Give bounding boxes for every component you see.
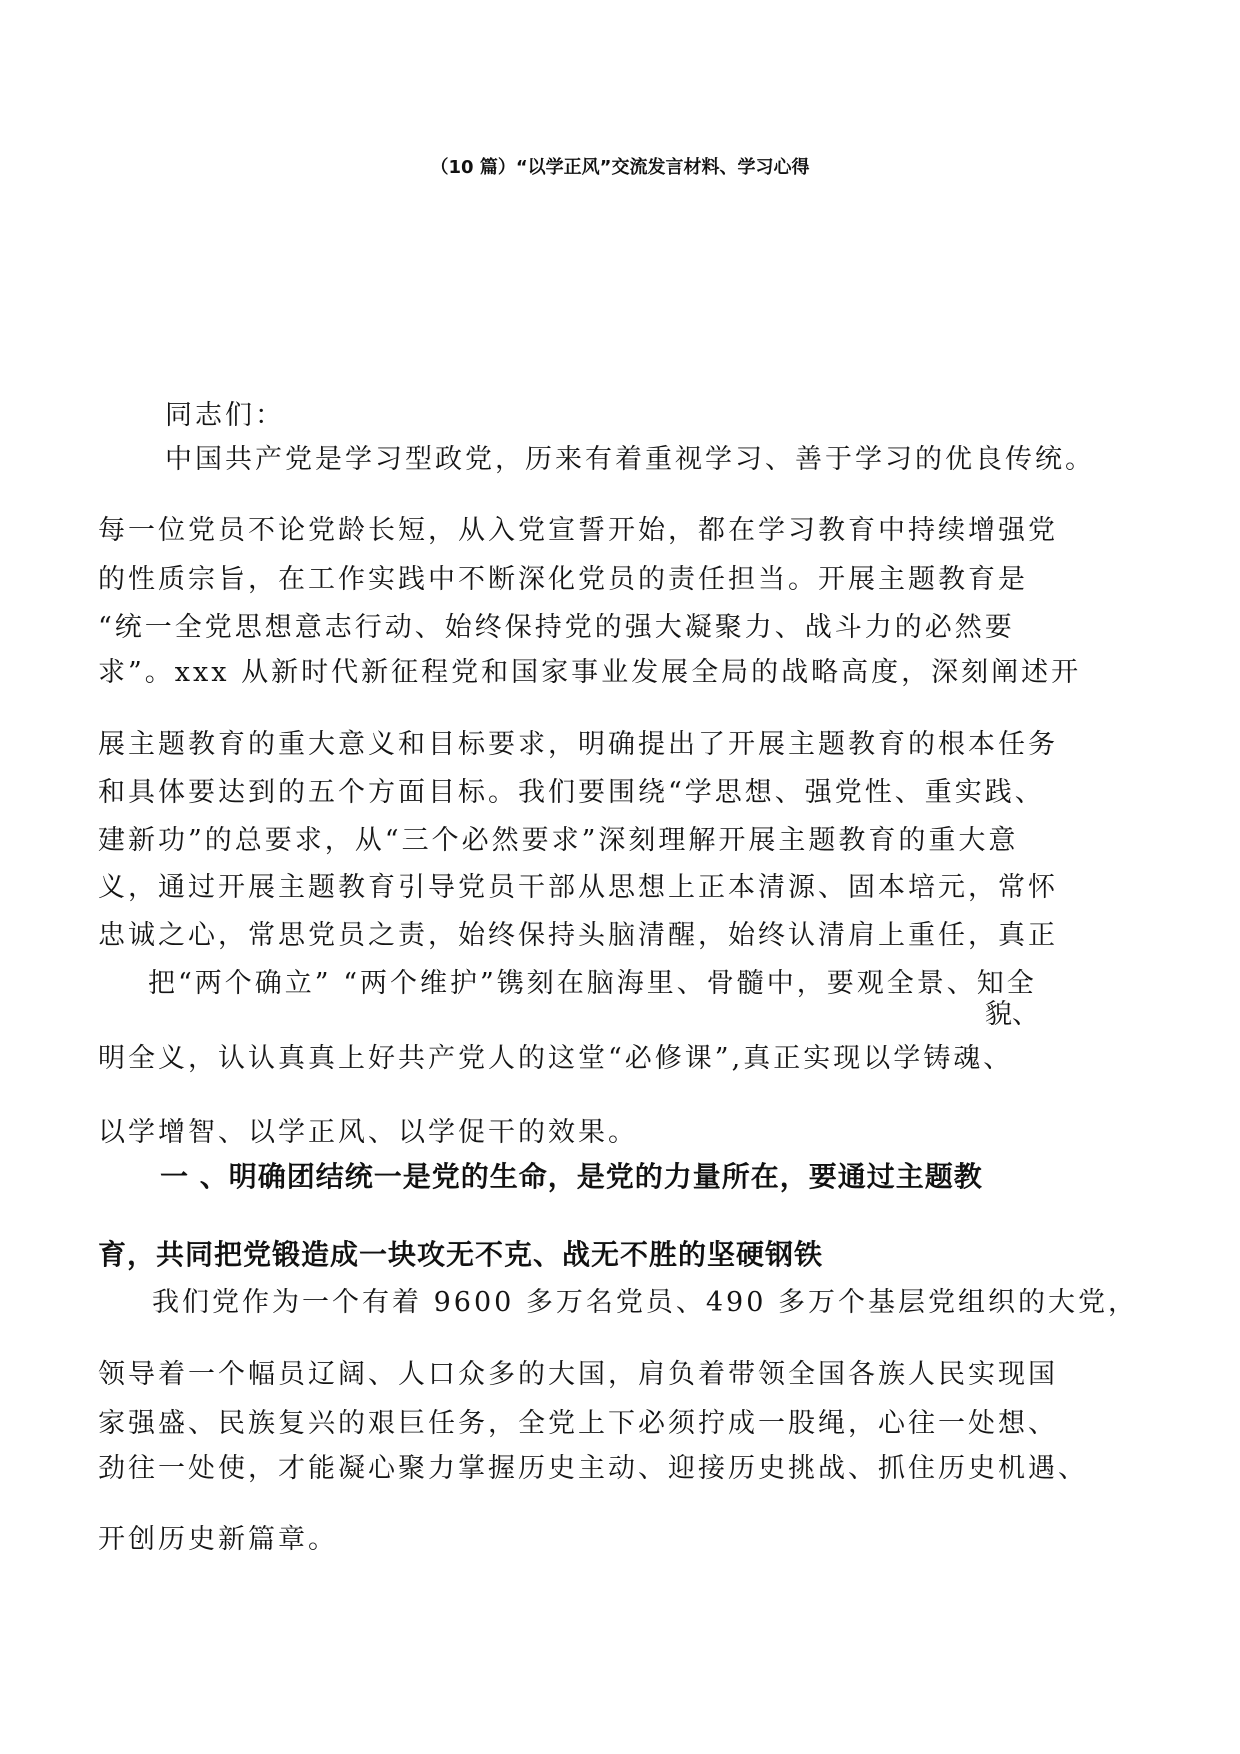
- paragraph-line: 家强盛、民族复兴的艰巨任务，全党上下必须拧成一股绳，心往一处想、: [98, 1408, 1058, 1439]
- section-heading: 育，共同把党锻造成一块攻无不克、战无不胜的坚硬钢铁: [98, 1238, 824, 1271]
- paragraph-line: “统一全党思想意志行动、始终保持党的强大凝聚力、战斗力的必然要: [98, 612, 1015, 643]
- paragraph-line: 开创历史新篇章。: [98, 1524, 338, 1555]
- paragraph-line: 建新功”的总要求，从“三个必然要求”深刻理解开展主题教育的重大意: [98, 825, 1019, 856]
- paragraph-line: 和具体要达到的五个方面目标。我们要围绕“学思想、强党性、重实践、: [98, 777, 1045, 808]
- document-title: （10 篇）“以学正风”交流发言材料、学习心得: [430, 157, 810, 178]
- paragraph-line: 展主题教育的重大意义和目标要求，明确提出了开展主题教育的根本任务: [98, 729, 1058, 760]
- paragraph-line: 的性质宗旨，在工作实践中不断深化党员的责任担当。开展主题教育是: [98, 564, 1028, 595]
- wrapped-fragment: 貌、: [985, 999, 1039, 1030]
- paragraph-line: 我们党作为一个有着 9600 多万名党员、490 多万个基层党组织的大党，: [152, 1287, 1138, 1318]
- paragraph-line: 以学增智、以学正风、以学促干的效果。: [98, 1117, 638, 1148]
- paragraph-line: 求”。xxx 从新时代新征程党和国家事业发展全局的战略高度，深刻阐述开: [98, 657, 1082, 688]
- paragraph-line: 中国共产党是学习型政党，历来有着重视学习、善于学习的优良传统。: [165, 444, 1095, 475]
- paragraph-line: 劲往一处使，才能凝心聚力掌握历史主动、迎接历史挑战、抓住历史机遇、: [98, 1453, 1088, 1484]
- section-heading: 一 、明确团结统一是党的生命，是党的力量所在，要通过主题教: [160, 1160, 983, 1193]
- paragraph-line: 义，通过开展主题教育引导党员干部从思想上正本清源、固本培元，常怀: [98, 872, 1058, 903]
- salutation: 同志们：: [165, 400, 285, 431]
- paragraph-line: 忠诚之心，常思党员之责，始终保持头脑清醒，始终认清肩上重任，真正: [98, 920, 1058, 951]
- paragraph-line: 明全义，认认真真上好共产党人的这堂“必修课”,真正实现以学铸魂、: [98, 1043, 1014, 1074]
- paragraph-line: 领导着一个幅员辽阔、人口众多的大国，肩负着带领全国各族人民实现国: [98, 1359, 1058, 1390]
- paragraph-line: 每一位党员不论党龄长短，从入党宣誓开始，都在学习教育中持续增强党: [98, 515, 1058, 546]
- paragraph-line: 把“两个确立” “两个维护”镌刻在脑海里、骨髓中，要观全景、知全: [148, 968, 1037, 999]
